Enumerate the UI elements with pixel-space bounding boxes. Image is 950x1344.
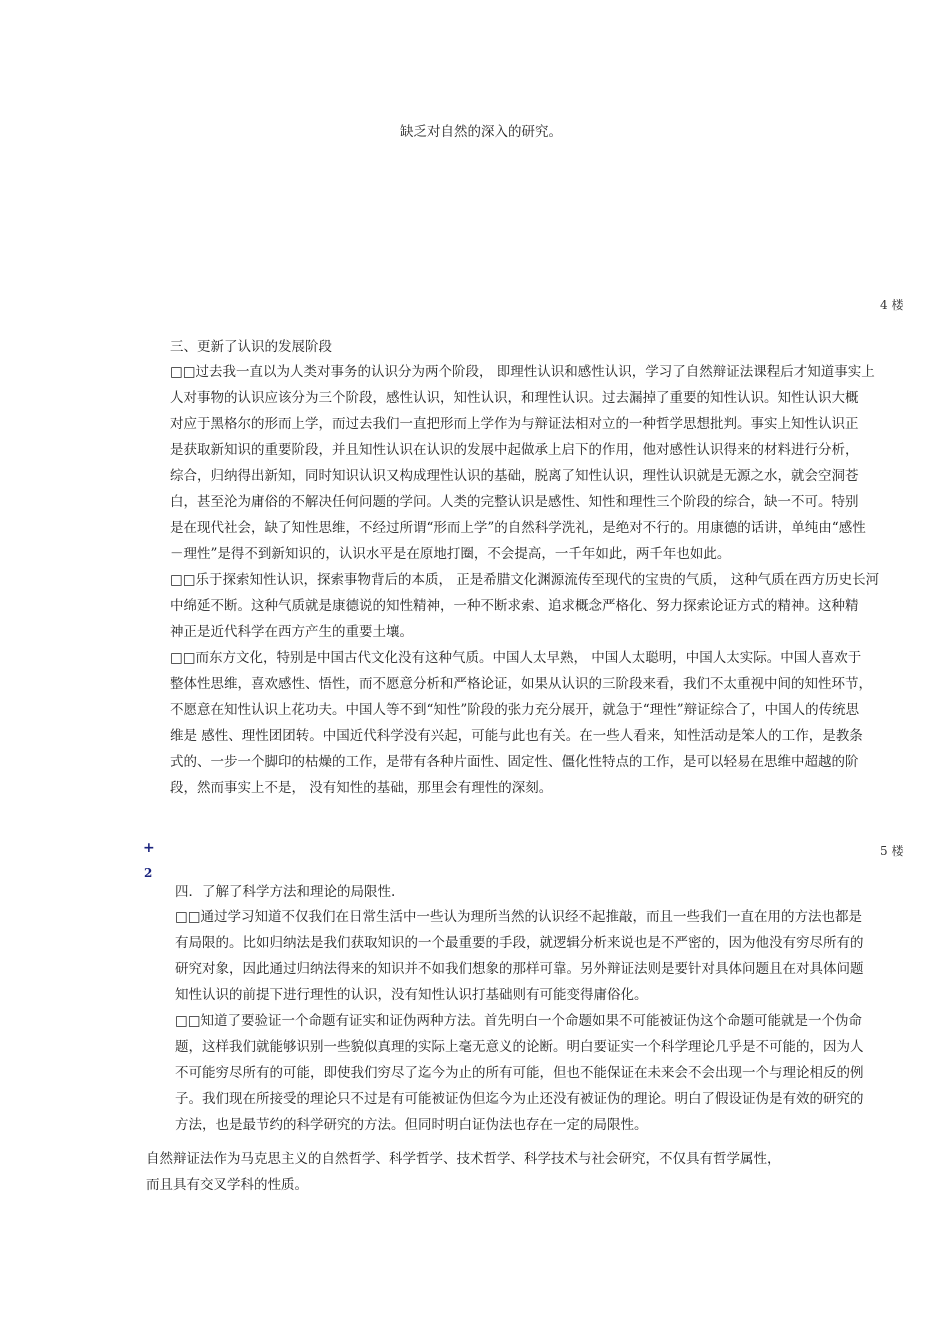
section-4-body xyxy=(175,904,864,1138)
paragraph-line: □□知道了要验证一个命题有证实和证伪两种方法。首先明白一个命题如果不可能被证伪这个命题可能就是一个伪命 xyxy=(175,1013,863,1029)
floor-5-label: 5 楼 xyxy=(880,844,904,858)
paragraph-line: □□过去我一直以为人类对事务的认识分为两个阶段， 即理性认识和感性认识，学习了自然辩证法课程后才知道事实上 xyxy=(170,364,875,380)
paragraph-line: －理性”是得不到新知识的，认识水平是在原地打圈，不会提高，一千年如此，两千年也如此。 xyxy=(170,546,731,562)
paragraph-line: 方法，也是最节约的科学研究的方法。但同时明白证伪法也存在一定的局限性。 xyxy=(175,1117,648,1133)
paragraph-line: 整体性思维，喜欢感性、悟性，而不愿意分析和严格论证，如果从认识的三阶段来看，我们不太重视中间的知性环节， xyxy=(170,676,872,692)
floor-4-label: 4 楼 xyxy=(880,298,904,312)
paragraph-line: 式的、一步一个脚印的枯燥的工作，是带有各种片面性、固定性、僵化性特点的工作，是可以轻易在思维中超越的阶 xyxy=(170,754,859,770)
paragraph-line: □□通过学习知道不仅我们在日常生活中一些认为理所当然的认识经不起推敲，而且一些我们一直在用的方法也都是 xyxy=(175,909,863,925)
floor-number-marker: 2 xyxy=(144,866,153,880)
paragraph-line: 研究对象，因此通过归纳法得来的知识并不如我们想象的那样可靠。另外辩证法则是要针对具体问题且在对具体问题 xyxy=(175,961,864,977)
paragraph-line: 是在现代社会，缺了知性思维，不经过所谓“形而上学”的自然科学洗礼，是绝对不行的。用康德的话讲，单纯由“感性 xyxy=(170,520,866,536)
section-3-heading: 三、更新了认识的发展阶段 xyxy=(170,339,332,355)
paragraph-line: 段，然而事实上不是， 没有知性的基础，那里会有理性的深刻。 xyxy=(170,780,553,796)
paragraph-line: 神正是近代科学在西方产生的重要土壤。 xyxy=(170,624,413,640)
paragraph-line: 不可能穷尽所有的可能，即使我们穷尽了迄今为止的所有可能，但也不能保证在未来会不会出现一个与理论相反的例 xyxy=(175,1065,864,1081)
section-4-heading: 四．了解了科学方法和理论的局限性. xyxy=(175,884,396,900)
paragraph-line: 维是 感性、理性团团转。中国近代科学没有兴起，可能与此也有关。在一些人看来，知性活动是笨人的工作，是教条 xyxy=(170,728,863,744)
paragraph-line: 中绵延不断。这种气质就是康德说的知性精神，一种不断求索、追求概念严格化、努力探索论证方式的精神。这种精 xyxy=(170,598,859,614)
section-3-body xyxy=(170,359,879,801)
paragraph-line: □□而东方文化，特别是中国古代文化没有这种气质。中国人太早熟， 中国人太聪明，中国人太实际。中国人喜欢于 xyxy=(170,650,862,666)
paragraph-line: 人对事物的认识应该分为三个阶段，感性认识，知性认识，和理性认识。过去漏掉了重要的知性认识。知性认识大概 xyxy=(170,390,859,406)
paragraph-line: 是获取新知识的重要阶段，并且知性认识在认识的发展中起做承上启下的作用，他对感性认识得来的材料进行分析， xyxy=(170,442,859,458)
paragraph-line: 综合，归纳得出新知，同时知识认识又构成理性认识的基础，脱离了知性认识，理性认识就是无源之水，就会空洞苍 xyxy=(170,468,859,484)
paragraph-line: 白，甚至沦为庸俗的不解决任何问题的学问。人类的完整认识是感性、知性和理性三个阶段的综合，缺一不可。特别 xyxy=(170,494,859,510)
closing-line: 自然辩证法作为马克思主义的自然哲学、科学哲学、技术哲学、科学技术与社会研究，不仅具有哲学属性， xyxy=(146,1151,781,1167)
paragraph-line: 子。我们现在所接受的理论只不过是有可能被证伪但迄今为止还没有被证伪的理论。明白了假设证伪是有效的研究的 xyxy=(175,1091,864,1107)
paragraph-line: □□乐于探索知性认识，探索事物背后的本质， 正是希腊文化渊源流传至现代的宝贵的气质， 这种气质在西方历史长河 xyxy=(170,572,880,588)
paragraph-line: 对应于黑格尔的形而上学，而过去我们一直把形而上学作为与辩证法相对立的一种哲学思想批判。事实上知性认识正 xyxy=(170,416,859,432)
paragraph-line: 有局限的。比如归纳法是我们获取知识的一个最重要的手段，就逻辑分析来说也是不严密的，因为他没有穷尽所有的 xyxy=(175,935,864,951)
closing-paragraph xyxy=(146,1146,781,1198)
paragraph-line: 知性认识的前提下进行理性的认识，没有知性认识打基础则有可能变得庸俗化。 xyxy=(175,987,648,1003)
closing-line: 而且具有交叉学科的性质。 xyxy=(146,1177,308,1193)
plus-marker: + xyxy=(143,840,155,856)
paragraph-line: 题，这样我们就能够识别一些貌似真理的实际上毫无意义的论断。明白要证实一个科学理论几乎是不可能的，因为人 xyxy=(175,1039,864,1055)
paragraph-line: 不愿意在知性认识上花功夫。中国人等不到“知性”阶段的张力充分展开，就急于“理性”辩证综合了，中国人的传统思 xyxy=(170,702,860,718)
top-fragment: 缺乏对自然的深入的研究。 xyxy=(400,124,562,140)
